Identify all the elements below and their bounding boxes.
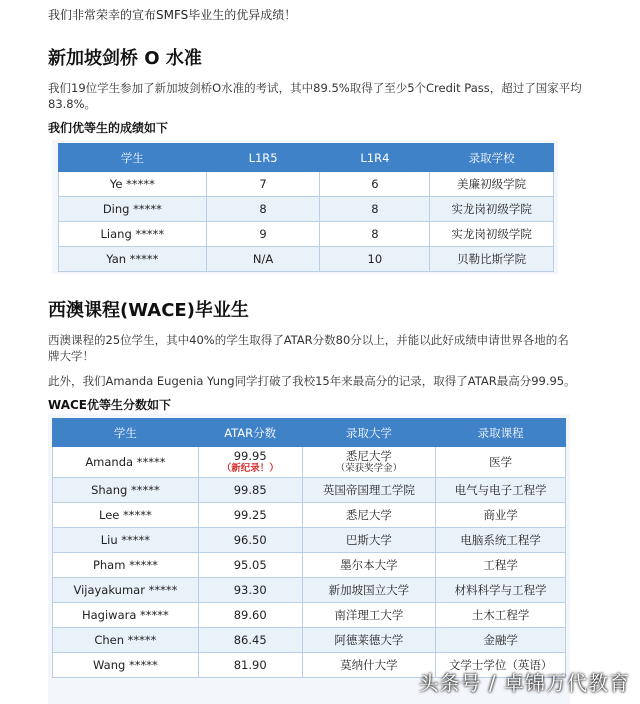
table-cell: Lee ***** xyxy=(53,503,199,528)
table-cell: 实龙岗初级学院 xyxy=(430,197,554,222)
section1-title: 新加坡剑桥 O 水准 xyxy=(48,48,202,69)
wace-table xyxy=(52,418,566,678)
table-cell: 新加坡国立大学 xyxy=(302,578,436,603)
section2-paragraph1 xyxy=(48,332,596,364)
table-cell: 贝勒比斯学院 xyxy=(430,247,554,272)
table-row xyxy=(59,247,554,272)
table-cell: 工程学 xyxy=(436,553,566,578)
table-cell: Pham ***** xyxy=(53,553,199,578)
table-cell: 莫纳什大学 xyxy=(302,653,436,678)
record-note: （新纪录！） xyxy=(221,463,279,474)
olevel-table xyxy=(58,143,554,272)
table-cell: 商业学 xyxy=(436,503,566,528)
table-cell: 8 xyxy=(320,197,430,222)
section1-subtitle: 我们优等生的成绩如下 xyxy=(48,121,169,135)
table-header-row xyxy=(53,419,566,447)
table-cell: N/A xyxy=(206,247,320,272)
table-cell: Amanda ***** xyxy=(53,447,199,478)
section2-paragraph2: 此外，我们Amanda Eugenia Yung同学打破了我校15年来最高分的记录，取得了ATAR最高分99.95。 xyxy=(48,374,576,388)
column-header: ATAR分数 xyxy=(198,419,302,447)
table-row xyxy=(53,603,566,628)
table-cell: Shang ***** xyxy=(53,478,199,503)
table-cell: Vijayakumar ***** xyxy=(53,578,199,603)
column-header: 录取学校 xyxy=(430,144,554,172)
table-cell: Chen ***** xyxy=(53,628,199,653)
table-row xyxy=(53,553,566,578)
table-cell: 10 xyxy=(320,247,430,272)
table-cell: 电脑系统工程学 xyxy=(436,528,566,553)
table-cell: Liang ***** xyxy=(59,222,207,247)
table-cell: 7 xyxy=(206,172,320,197)
table-cell: Wang ***** xyxy=(53,653,199,678)
university-value: 悉尼大学 xyxy=(345,449,392,463)
section1-paragraph-line1: 我们19位学生参加了新加坡剑桥O水准的考试，其中89.5%取得了至少5个Credit Pass，超过了国家平均 xyxy=(48,81,582,95)
column-header: L1R4 xyxy=(320,144,430,172)
table-cell: 8 xyxy=(320,222,430,247)
table-cell: 95.05 xyxy=(198,553,302,578)
table-cell: Hagiwara ***** xyxy=(53,603,199,628)
table-cell: 材料科学与工程学 xyxy=(436,578,566,603)
table-row xyxy=(53,578,566,603)
column-header: 学生 xyxy=(53,419,199,447)
table-row xyxy=(53,503,566,528)
table-cell: 实龙岗初级学院 xyxy=(430,222,554,247)
column-header: 录取课程 xyxy=(436,419,566,447)
table-cell: 金融学 xyxy=(436,628,566,653)
table-cell: Ding ***** xyxy=(59,197,207,222)
table-row xyxy=(59,172,554,197)
table-cell: 南洋理工大学 xyxy=(302,603,436,628)
table-cell: 93.30 xyxy=(198,578,302,603)
table-cell: 文学士学位（英语） xyxy=(436,653,566,678)
watermark: 头条号 / 卓锦万代教育 xyxy=(418,671,630,695)
table-cell: Yan ***** xyxy=(59,247,207,272)
table-row xyxy=(53,447,566,478)
column-header: L1R5 xyxy=(206,144,320,172)
table-cell: 9 xyxy=(206,222,320,247)
table-cell: 89.60 xyxy=(198,603,302,628)
table-cell: 医学 xyxy=(436,447,566,478)
section2-paragraph1-line1: 西澳课程的25位学生，其中40%的学生取得了ATAR分数80分以上，并能以此好成绩申请世界各地的名 xyxy=(48,333,569,347)
section1-paragraph xyxy=(48,80,596,112)
table-cell xyxy=(302,447,436,478)
intro-text: 我们非常荣幸的宣布SMFS毕业生的优异成绩！ xyxy=(48,8,297,22)
table-row xyxy=(59,197,554,222)
table-cell: 英国帝国理工学院 xyxy=(302,478,436,503)
section1-paragraph-line2: 83.8%。 xyxy=(48,97,97,111)
table-row xyxy=(53,478,566,503)
column-header: 录取大学 xyxy=(302,419,436,447)
scholarship-note: （荣获奖学金） xyxy=(335,463,403,474)
table-cell: 美廉初级学院 xyxy=(430,172,554,197)
table-cell: 巴斯大学 xyxy=(302,528,436,553)
section2-subtitle: WACE优等生分数如下 xyxy=(48,398,171,412)
table-cell: 6 xyxy=(320,172,430,197)
table-cell: 阿德莱德大学 xyxy=(302,628,436,653)
table-cell: Liu ***** xyxy=(53,528,199,553)
table-cell: Ye ***** xyxy=(59,172,207,197)
table-cell: 土木工程学 xyxy=(436,603,566,628)
table-row xyxy=(53,628,566,653)
section2-title: 西澳课程(WACE)毕业生 xyxy=(48,300,249,321)
table-cell: 99.25 xyxy=(198,503,302,528)
table-cell: 墨尔本大学 xyxy=(302,553,436,578)
section2-paragraph1-line2: 牌大学！ xyxy=(48,349,94,363)
score-value: 99.95 xyxy=(233,449,267,463)
table-cell: 电气与电子工程学 xyxy=(436,478,566,503)
table-header-row xyxy=(59,144,554,172)
column-header: 学生 xyxy=(59,144,207,172)
table-row xyxy=(53,528,566,553)
table-cell: 96.50 xyxy=(198,528,302,553)
table-cell: 81.90 xyxy=(198,653,302,678)
table-cell: 悉尼大学 xyxy=(302,503,436,528)
table-row xyxy=(59,222,554,247)
table-cell xyxy=(198,447,302,478)
table-cell: 86.45 xyxy=(198,628,302,653)
table-cell: 8 xyxy=(206,197,320,222)
table-cell: 99.85 xyxy=(198,478,302,503)
